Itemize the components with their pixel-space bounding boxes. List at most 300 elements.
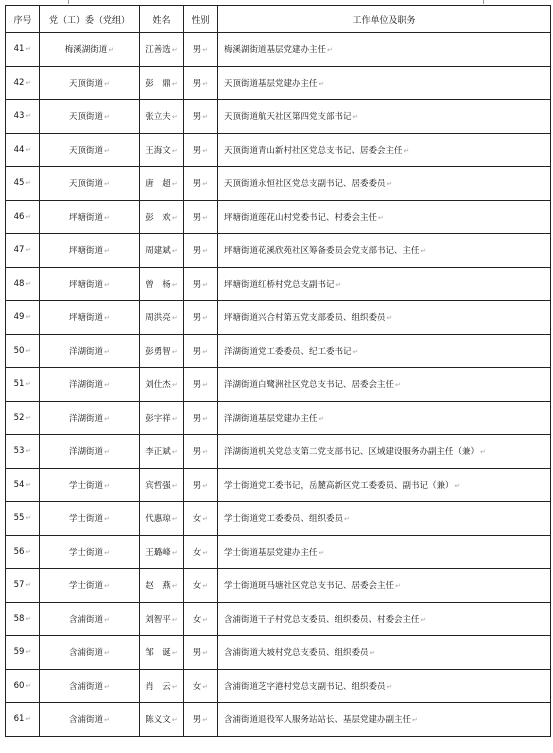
table-row — [6, 234, 551, 268]
cell-title — [218, 301, 551, 335]
paragraph-mark-icon: ↵ — [104, 247, 110, 256]
paragraph-mark-icon: ↵ — [318, 548, 325, 557]
cell-org — [40, 33, 140, 67]
cell-name — [140, 368, 184, 402]
paragraph-mark-icon: ↵ — [202, 213, 209, 222]
cell-num-text: 57 — [13, 580, 25, 591]
cell-org — [40, 636, 140, 670]
cell-num-text: 61 — [13, 714, 25, 725]
cell-num-text: 55 — [13, 513, 25, 524]
table-row — [6, 334, 551, 368]
cell-name-text: 张立夫 — [145, 112, 171, 123]
paragraph-mark-icon: ↵ — [202, 615, 209, 624]
paragraph-mark-icon: ↵ — [25, 212, 32, 221]
cell-gender — [184, 703, 218, 737]
cell-title-text: 天顶街道青山新村社区党总支书记、居委会主任 — [224, 145, 403, 156]
cell-org-text: 坪塘街道 — [69, 212, 104, 223]
cell-gender — [184, 200, 218, 234]
cell-gender — [184, 267, 218, 301]
paragraph-mark-icon: ↵ — [327, 46, 333, 55]
cell-org-text: 洋湖街道 — [69, 346, 104, 357]
paragraph-mark-icon: ↵ — [104, 515, 110, 524]
table-row — [6, 669, 551, 703]
paragraph-mark-icon: ↵ — [202, 515, 209, 524]
paragraph-mark-icon: ↵ — [25, 112, 32, 121]
cell-gender — [184, 502, 218, 536]
table-row — [6, 401, 551, 435]
paragraph-mark-icon: ↵ — [171, 280, 178, 289]
cell-gender-text: 男 — [192, 212, 202, 223]
cell-org-text: 学士街道 — [69, 514, 104, 525]
paragraph-mark-icon: ↵ — [25, 78, 32, 87]
table-row — [6, 502, 551, 536]
cell-gender-text: 女 — [192, 547, 202, 558]
paragraph-mark-icon: ↵ — [202, 280, 209, 289]
paragraph-mark-icon: ↵ — [318, 79, 325, 88]
cell-org — [40, 569, 140, 603]
cell-title — [218, 33, 551, 67]
table-row — [6, 468, 551, 502]
paragraph-mark-icon: ↵ — [171, 381, 178, 390]
cell-num — [6, 100, 40, 134]
cell-title-text: 学士街道党工委委员、组织委员 — [224, 514, 344, 525]
cell-title-text: 天顶街道航天社区第四党支部书记 — [224, 112, 352, 123]
cell-num — [6, 636, 40, 670]
cell-name — [140, 636, 184, 670]
paragraph-mark-icon: ↵ — [171, 213, 178, 222]
cell-name-text: 彭 鼎 — [145, 78, 171, 89]
paragraph-mark-icon: ↵ — [395, 582, 401, 591]
cell-num-text: 43 — [13, 111, 25, 122]
cell-name — [140, 669, 184, 703]
cell-org — [40, 602, 140, 636]
paragraph-mark-icon: ↵ — [202, 649, 209, 658]
cell-title-text: 洋湖街道基层党建办主任 — [224, 413, 318, 424]
cell-num — [6, 502, 40, 536]
paragraph-mark-icon: ↵ — [171, 716, 178, 725]
paragraph-mark-icon: ↵ — [104, 481, 110, 490]
paragraph-mark-icon: ↵ — [25, 715, 32, 724]
cell-gender-text: 男 — [192, 380, 202, 391]
cell-org-text: 含浦街道 — [69, 648, 104, 659]
cell-title-text: 学士街道斑马塘社区党总支书记、居委会主任 — [224, 581, 395, 592]
cell-name — [140, 234, 184, 268]
cell-org-text: 坪塘街道 — [69, 246, 104, 257]
cell-gender — [184, 234, 218, 268]
paragraph-mark-icon: ↵ — [386, 314, 393, 323]
paragraph-mark-icon: ↵ — [403, 146, 410, 155]
paragraph-mark-icon: ↵ — [104, 347, 110, 356]
paragraph-mark-icon: ↵ — [104, 180, 110, 189]
cell-gender — [184, 535, 218, 569]
paragraph-mark-icon: ↵ — [171, 314, 178, 323]
cell-num-text: 41 — [13, 44, 25, 55]
cell-num-text: 60 — [13, 680, 25, 691]
table-row — [6, 200, 551, 234]
cell-name-text: 刘智平 — [145, 614, 171, 625]
cell-name — [140, 167, 184, 201]
paragraph-mark-icon: ↵ — [202, 448, 209, 457]
table-row — [6, 602, 551, 636]
cell-num — [6, 468, 40, 502]
cell-num — [6, 267, 40, 301]
paragraph-mark-icon: ↵ — [25, 346, 32, 355]
table-row — [6, 301, 551, 335]
cell-org-text: 学士街道 — [69, 480, 104, 491]
cell-title-text: 含浦街道退役军人服务站站长、基层党建办副主任 — [224, 715, 412, 726]
paragraph-mark-icon: ↵ — [202, 414, 209, 423]
cell-num — [6, 334, 40, 368]
cell-gender — [184, 301, 218, 335]
cell-org — [40, 401, 140, 435]
paragraph-mark-icon: ↵ — [104, 79, 110, 88]
cell-title — [218, 401, 551, 435]
paragraph-mark-icon: ↵ — [395, 381, 401, 390]
cell-num-text: 48 — [13, 278, 25, 289]
cell-name-text: 彭宇祥 — [145, 413, 171, 424]
paragraph-mark-icon: ↵ — [171, 448, 178, 457]
cell-num-text: 50 — [13, 345, 25, 356]
cell-org — [40, 267, 140, 301]
cell-title — [218, 636, 551, 670]
paragraph-mark-icon: ↵ — [202, 481, 209, 490]
cell-title-text: 坪塘街道花溪欣苑社区筹备委员会党支部书记、主任 — [224, 246, 420, 257]
cell-org — [40, 133, 140, 167]
paragraph-mark-icon: ↵ — [104, 314, 110, 323]
cell-org-text: 天顶街道 — [69, 145, 104, 156]
cell-org — [40, 703, 140, 737]
table-row — [6, 167, 551, 201]
paragraph-mark-icon: ↵ — [171, 481, 178, 490]
paragraph-mark-icon: ↵ — [369, 649, 376, 658]
cell-gender-text: 男 — [192, 246, 202, 257]
cell-org-text: 坪塘街道 — [69, 279, 104, 290]
cell-name-text: 周洪亮 — [145, 313, 171, 324]
cell-gender — [184, 435, 218, 469]
cell-title-text: 洋湖街道白鹭洲社区党总支书记、居委会主任 — [224, 380, 395, 391]
paragraph-mark-icon: ↵ — [412, 716, 418, 725]
cell-org-text: 学士街道 — [69, 581, 104, 592]
paragraph-mark-icon: ↵ — [171, 414, 178, 423]
cell-gender-text: 男 — [192, 480, 202, 491]
cell-num — [6, 669, 40, 703]
cell-name — [140, 133, 184, 167]
table-row — [6, 33, 551, 67]
cell-title — [218, 200, 551, 234]
header-name: 姓名 — [140, 6, 184, 33]
cell-title — [218, 435, 551, 469]
paragraph-mark-icon: ↵ — [202, 582, 209, 591]
paragraph-mark-icon: ↵ — [420, 615, 427, 624]
table-row — [6, 569, 551, 603]
paragraph-mark-icon: ↵ — [104, 146, 110, 155]
paragraph-mark-icon: ↵ — [352, 113, 359, 122]
cell-name-text: 江善选 — [145, 45, 171, 56]
paragraph-mark-icon: ↵ — [202, 548, 209, 557]
table-row — [6, 100, 551, 134]
table-row — [6, 66, 551, 100]
cell-name-text: 邹 诞 — [145, 648, 171, 659]
paragraph-mark-icon: ↵ — [202, 180, 209, 189]
cell-title — [218, 234, 551, 268]
cell-name — [140, 267, 184, 301]
cell-title — [218, 368, 551, 402]
paragraph-mark-icon: ↵ — [104, 615, 110, 624]
cell-title — [218, 602, 551, 636]
cell-gender-text: 男 — [192, 413, 202, 424]
paragraph-mark-icon: ↵ — [25, 179, 32, 188]
cell-name-text: 赵 燕 — [145, 581, 171, 592]
paragraph-mark-icon: ↵ — [171, 180, 178, 189]
cell-name — [140, 569, 184, 603]
cell-num — [6, 133, 40, 167]
cell-gender — [184, 33, 218, 67]
cell-name — [140, 703, 184, 737]
paragraph-mark-icon: ↵ — [171, 649, 178, 658]
cell-num — [6, 301, 40, 335]
paragraph-mark-icon: ↵ — [25, 145, 32, 154]
cell-gender-text: 男 — [192, 648, 202, 659]
cell-num — [6, 33, 40, 67]
paragraph-mark-icon: ↵ — [25, 413, 32, 422]
paragraph-mark-icon: ↵ — [104, 213, 110, 222]
cell-name — [140, 200, 184, 234]
paragraph-mark-icon: ↵ — [202, 247, 209, 256]
paragraph-mark-icon: ↵ — [25, 648, 32, 657]
cell-org-text: 坪塘街道 — [69, 313, 104, 324]
cell-gender-text: 男 — [192, 346, 202, 357]
cell-gender-text: 男 — [192, 313, 202, 324]
cell-gender-text: 男 — [192, 279, 202, 290]
paragraph-mark-icon: ↵ — [171, 79, 178, 88]
paragraph-mark-icon: ↵ — [104, 448, 110, 457]
cell-gender-text: 男 — [192, 447, 202, 458]
cell-org-text: 洋湖街道 — [69, 380, 104, 391]
cell-title — [218, 100, 551, 134]
cell-title-text: 学士街道基层党建办主任 — [224, 547, 318, 558]
cell-num — [6, 703, 40, 737]
cell-org-text: 天顶街道 — [69, 78, 104, 89]
cell-title — [218, 703, 551, 737]
cell-title — [218, 468, 551, 502]
cell-gender — [184, 100, 218, 134]
table-row — [6, 267, 551, 301]
page-corner-marks — [0, 0, 553, 4]
cell-gender — [184, 602, 218, 636]
cell-org-text: 学士街道 — [69, 547, 104, 558]
paragraph-mark-icon: ↵ — [171, 615, 178, 624]
cell-gender-text: 女 — [192, 614, 202, 625]
paragraph-mark-icon: ↵ — [202, 146, 209, 155]
paragraph-mark-icon: ↵ — [202, 113, 209, 122]
cell-gender-text: 男 — [192, 112, 202, 123]
paragraph-mark-icon: ↵ — [202, 79, 209, 88]
cell-gender-text: 男 — [192, 715, 202, 726]
paragraph-mark-icon: ↵ — [171, 46, 178, 55]
header-org: 党（工）委（党组） — [40, 6, 140, 33]
cell-org — [40, 301, 140, 335]
cell-org — [40, 535, 140, 569]
cell-name — [140, 66, 184, 100]
cell-num-text: 45 — [13, 178, 25, 189]
cell-org-text: 天顶街道 — [69, 179, 104, 190]
cell-org — [40, 167, 140, 201]
paragraph-mark-icon: ↵ — [104, 381, 110, 390]
paragraph-mark-icon: ↵ — [104, 548, 110, 557]
cell-title-text: 坪塘街道红桥村党总支副书记 — [224, 279, 335, 290]
paragraph-mark-icon: ↵ — [202, 314, 209, 323]
paragraph-mark-icon: ↵ — [104, 682, 110, 691]
table-row — [6, 703, 551, 737]
cell-title-text: 学士街道党工委书记，岳麓高新区党工委委员、副书记（兼） — [224, 480, 454, 491]
paragraph-mark-icon: ↵ — [25, 313, 32, 322]
paragraph-mark-icon: ↵ — [454, 481, 461, 490]
paragraph-mark-icon: ↵ — [171, 247, 178, 256]
table-row — [6, 535, 551, 569]
table-row — [6, 133, 551, 167]
cell-num-text: 44 — [13, 144, 25, 155]
cell-name — [140, 401, 184, 435]
cell-name — [140, 602, 184, 636]
cell-title-text: 含浦街道芝字港村党总支副书记、组织委员 — [224, 681, 386, 692]
cell-title — [218, 167, 551, 201]
cell-gender — [184, 167, 218, 201]
cell-title-text: 天顶街道基层党建办主任 — [224, 78, 318, 89]
cell-gender-text: 男 — [192, 179, 202, 190]
paragraph-mark-icon: ↵ — [386, 180, 393, 189]
cell-title-text: 梅溪湖街道基层党建办主任 — [224, 45, 327, 56]
cell-org-text: 洋湖街道 — [69, 413, 104, 424]
paragraph-mark-icon: ↵ — [171, 515, 178, 524]
paragraph-mark-icon: ↵ — [25, 681, 32, 690]
cell-title-text: 天顶街道永恒社区党总支副书记、居委委员 — [224, 179, 386, 190]
cell-title-text: 坪塘街道莲花山村党委书记、村委会主任 — [224, 212, 378, 223]
cell-org — [40, 66, 140, 100]
paragraph-mark-icon: ↵ — [344, 515, 350, 524]
paragraph-mark-icon: ↵ — [25, 380, 32, 389]
cell-name-text: 刘仕杰 — [145, 380, 171, 391]
cell-org-text: 梅溪湖街道 — [64, 45, 108, 56]
cell-gender-text: 女 — [192, 514, 202, 525]
paragraph-mark-icon: ↵ — [171, 347, 178, 356]
paragraph-mark-icon: ↵ — [335, 280, 342, 289]
cell-name-text: 唐 超 — [145, 179, 171, 190]
cell-num — [6, 234, 40, 268]
cell-title-text: 含浦街道干子村党总支委员、组织委员、村委会主任 — [224, 614, 420, 625]
table-header-row — [6, 6, 551, 33]
paragraph-mark-icon: ↵ — [25, 614, 32, 623]
cell-num — [6, 200, 40, 234]
cell-org — [40, 334, 140, 368]
paragraph-mark-icon: ↵ — [318, 414, 325, 423]
cell-gender-text: 女 — [192, 581, 202, 592]
cell-org-text: 含浦街道 — [69, 681, 104, 692]
cell-title — [218, 66, 551, 100]
cell-num-text: 52 — [13, 412, 25, 423]
paragraph-mark-icon: ↵ — [171, 113, 178, 122]
cell-num-text: 51 — [13, 379, 25, 390]
paragraph-mark-icon: ↵ — [171, 548, 178, 557]
personnel-table — [5, 5, 551, 737]
paragraph-mark-icon: ↵ — [352, 347, 359, 356]
cell-gender — [184, 133, 218, 167]
cell-name-text: 陈义文 — [145, 715, 171, 726]
paragraph-mark-icon: ↵ — [25, 246, 32, 255]
paragraph-mark-icon: ↵ — [25, 514, 32, 523]
cell-num-text: 59 — [13, 647, 25, 658]
header-gender: 性别 — [184, 6, 218, 33]
paragraph-mark-icon: ↵ — [480, 448, 486, 457]
cell-title-text: 洋湖街道党工委委员、纪工委书记 — [224, 346, 352, 357]
cell-title — [218, 669, 551, 703]
cell-gender — [184, 569, 218, 603]
cell-name-text: 曾 杨 — [145, 279, 171, 290]
cell-gender — [184, 468, 218, 502]
cell-num — [6, 535, 40, 569]
paragraph-mark-icon: ↵ — [202, 347, 209, 356]
cell-org — [40, 502, 140, 536]
cell-name-text: 周建斌 — [145, 246, 171, 257]
cell-name-text: 宾哲强 — [145, 480, 171, 491]
table-row — [6, 435, 551, 469]
cell-name-text: 彭 欢 — [145, 212, 171, 223]
paragraph-mark-icon: ↵ — [104, 414, 110, 423]
header-title: 工作单位及职务 — [218, 6, 551, 33]
cell-name — [140, 33, 184, 67]
cell-name-text: 王海文 — [145, 145, 171, 156]
cell-gender — [184, 401, 218, 435]
cell-num — [6, 602, 40, 636]
cell-num-text: 56 — [13, 546, 25, 557]
cell-name — [140, 435, 184, 469]
cell-name — [140, 535, 184, 569]
cell-org — [40, 368, 140, 402]
cell-title-text: 含浦街道大坡村党总支委员、组织委员 — [224, 648, 369, 659]
cell-num — [6, 435, 40, 469]
cell-org — [40, 669, 140, 703]
cell-num-text: 42 — [13, 77, 25, 88]
cell-name-text: 王璐峰 — [145, 547, 171, 558]
cell-name-text: 肖 云 — [145, 681, 171, 692]
cell-gender — [184, 669, 218, 703]
cell-org-text: 洋湖街道 — [69, 447, 104, 458]
cell-num — [6, 569, 40, 603]
cell-title — [218, 569, 551, 603]
paragraph-mark-icon: ↵ — [171, 146, 178, 155]
cell-org-text: 含浦街道 — [69, 614, 104, 625]
header-num: 序号 — [6, 6, 40, 33]
cell-gender-text: 男 — [192, 45, 202, 56]
cell-name-text: 李正斌 — [145, 447, 171, 458]
cell-num — [6, 66, 40, 100]
paragraph-mark-icon: ↵ — [25, 581, 32, 590]
paragraph-mark-icon: ↵ — [25, 547, 32, 556]
paragraph-mark-icon: ↵ — [378, 213, 384, 222]
cell-gender-text: 男 — [192, 78, 202, 89]
paragraph-mark-icon: ↵ — [202, 716, 209, 725]
paragraph-mark-icon: ↵ — [104, 280, 110, 289]
cell-gender — [184, 636, 218, 670]
paragraph-mark-icon: ↵ — [25, 447, 32, 456]
cell-title — [218, 133, 551, 167]
table-row — [6, 368, 551, 402]
cell-gender — [184, 334, 218, 368]
paragraph-mark-icon: ↵ — [420, 247, 427, 256]
cell-org — [40, 100, 140, 134]
paragraph-mark-icon: ↵ — [104, 716, 110, 725]
cell-title-text: 坪塘街道兴合村第五党支部委员、组织委员 — [224, 313, 386, 324]
cell-org-text: 天顶街道 — [69, 112, 104, 123]
